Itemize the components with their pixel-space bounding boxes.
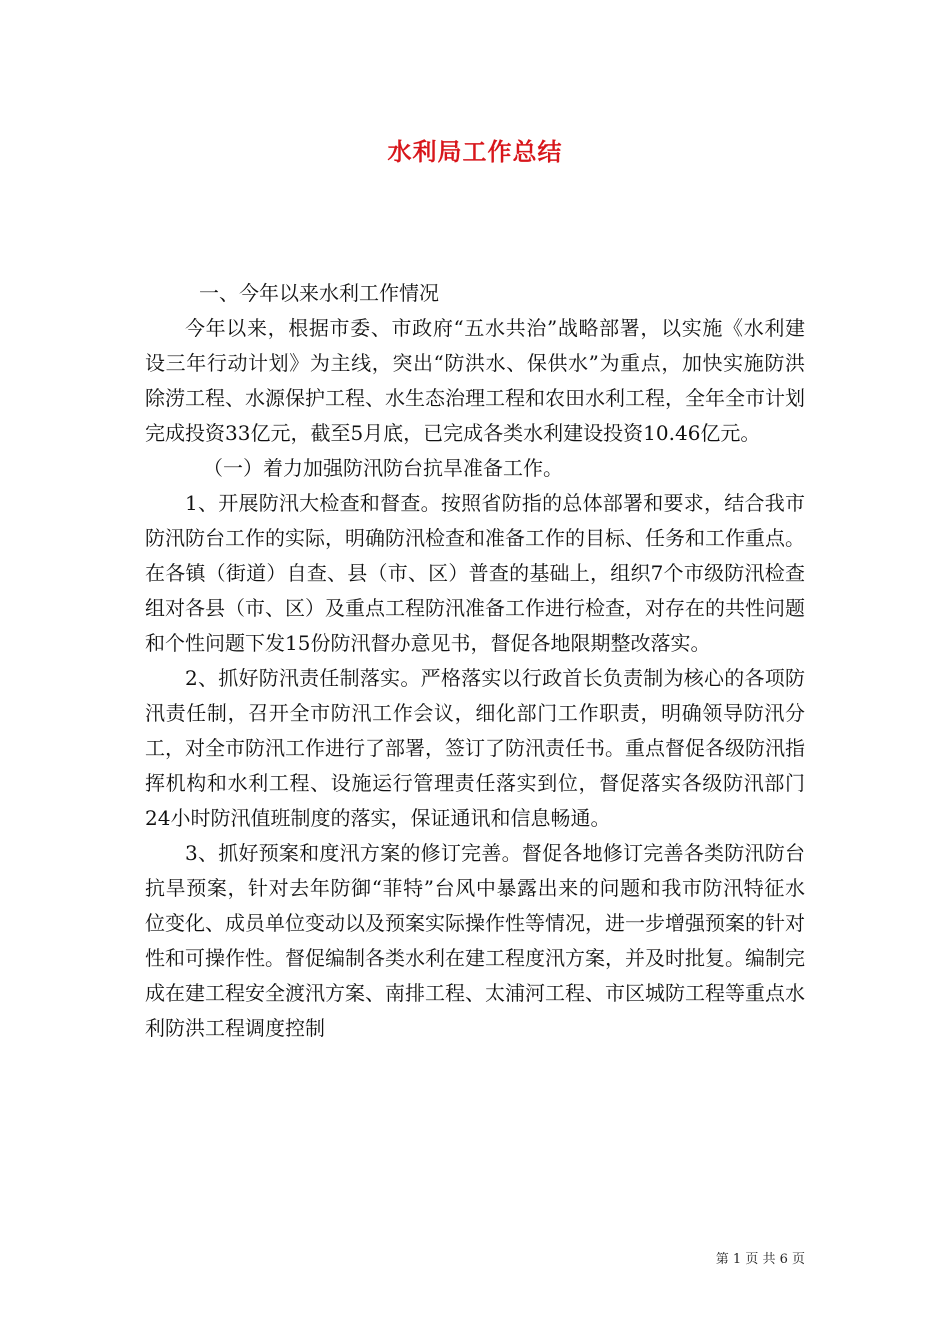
paragraph-item-3: 3、抓好预案和度汛方案的修订完善。督促各地修订完善各类防汛防台抗旱预案，针对去年防御“菲特”台风中暴露出来的问题和我市防汛特征水位变化、成员单位变动以及预案实际操作性等情况，进一步增强预案的针对性和可操作性。督促编制各类水利在建工程度汛方案，并及时批复。编制完成在建工程安全渡汛方案、南排工程、太浦河工程、市区城防工程等重点水利防洪工程调度控制 <box>145 841 805 1040</box>
section-heading: 一、今年以来水利工作情况 <box>199 281 439 305</box>
paragraph-intro: 今年以来，根据市委、市政府“五水共治”战略部署，以实施《水利建设三年行动计划》为主线，突出“防洪水、保供水”为重点，加快实施防洪除涝工程、水源保护工程、水生态治理工程和农田水利工程，全年全市计划完成投资33亿元，截至5月底，已完成各类水利建设投资10.46亿元。 <box>145 316 805 445</box>
page-number-footer: 第 1 页 共 6 页 <box>715 1252 805 1267</box>
paragraph-item-1: 1、开展防汛大检查和督查。按照省防指的总体部署和要求，结合我市防汛防台工作的实际，明确防汛检查和准备工作的目标、任务和工作重点。在各镇（街道）自查、县（市、区）普查的基础上，组织7个市级防汛检查组对各县（市、区）及重点工程防汛准备工作进行检查，对存在的共性问题和个性问题下发15份防汛督办意见书，督促各地限期整改落实。 <box>145 491 805 655</box>
paragraph-item-2: 2、抓好防汛责任制落实。严格落实以行政首长负责制为核心的各项防汛责任制，召开全市防汛工作会议，细化部门工作职责，明确领导防汛分工，对全市防汛工作进行了部署，签订了防汛责任书。重点督促各级防汛指挥机构和水利工程、设施运行管理责任落实到位，督促落实各级防汛部门24小时防汛值班制度的落实，保证通讯和信息畅通。 <box>145 666 805 830</box>
subsection-heading: （一）着力加强防汛防台抗旱准备工作。 <box>203 456 563 480</box>
document-title: 水利局工作总结 <box>387 138 563 166</box>
document-body <box>145 276 805 1046</box>
